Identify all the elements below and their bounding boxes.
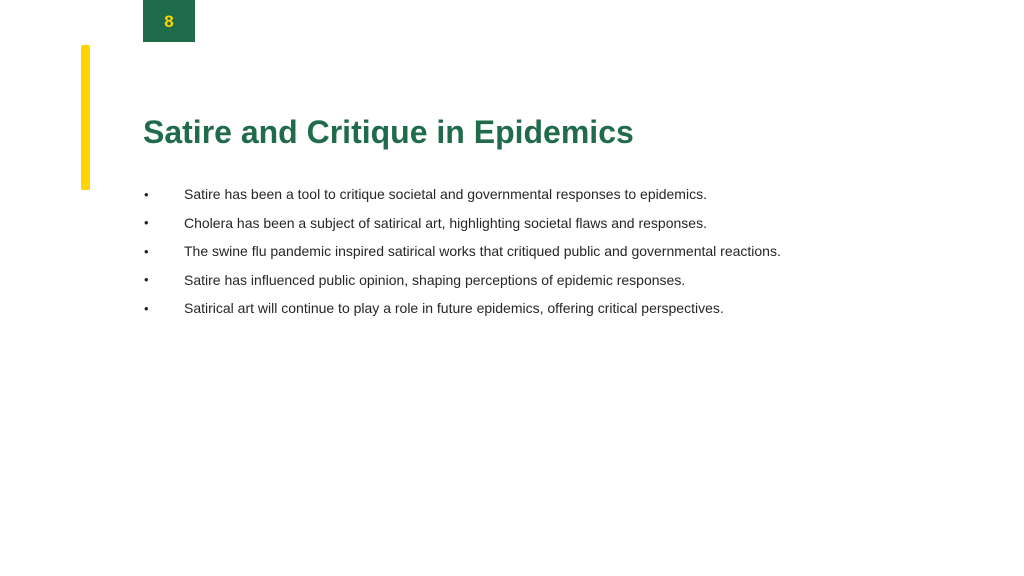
page-number: 8 bbox=[164, 11, 174, 31]
bullet-icon: • bbox=[144, 272, 149, 288]
bullet-text: The swine flu pandemic inspired satirical works that critiqued public and governmental reactions. bbox=[184, 243, 781, 260]
slide-title: Satire and Critique in Epidemics bbox=[143, 114, 634, 150]
bullet-text: Satire has influenced public opinion, shaping perceptions of epidemic responses. bbox=[184, 271, 686, 288]
bullet-icon: • bbox=[144, 300, 149, 316]
bullet-text: Satire has been a tool to critique societal and governmental responses to epidemics. bbox=[184, 186, 707, 203]
bullet-icon: • bbox=[144, 215, 149, 231]
bullet-item bbox=[143, 180, 983, 209]
bullet-item bbox=[143, 209, 983, 238]
accent-bar bbox=[81, 45, 90, 190]
bullet-text: Satirical art will continue to play a role in future epidemics, offering critical perspectives. bbox=[184, 300, 724, 317]
bullet-list bbox=[143, 180, 983, 323]
bullet-icon: • bbox=[144, 243, 149, 259]
bullet-item bbox=[143, 294, 983, 323]
page-number-badge bbox=[143, 0, 195, 42]
bullet-icon: • bbox=[144, 186, 149, 202]
bullet-item bbox=[143, 237, 983, 266]
bullet-item bbox=[143, 266, 983, 295]
bullet-text: Cholera has been a subject of satirical art, highlighting societal flaws and responses. bbox=[184, 214, 707, 231]
